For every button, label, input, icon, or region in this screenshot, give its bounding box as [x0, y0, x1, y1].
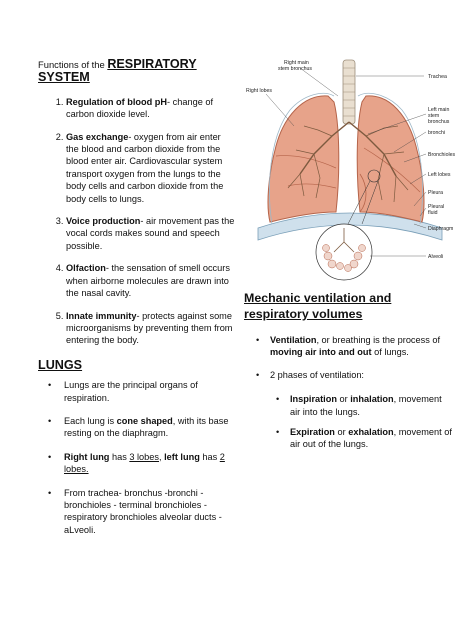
lungs-heading: LUNGS: [38, 357, 83, 372]
label-pleural: Pleural: [428, 204, 445, 210]
list-item: • Lungs are the principal organs of respiration.: [48, 379, 236, 404]
functions-list: [38, 96, 236, 347]
mechanic-list: [244, 334, 452, 451]
label-alveoli: Alveoli: [428, 254, 444, 260]
label-stem: stem: [428, 113, 440, 119]
label-bronchioles: Bronchioles: [428, 152, 456, 158]
lungs-illustration: [244, 56, 458, 282]
list-item: 1. Regulation of blood pH- change of carbon dioxide level.: [66, 96, 236, 121]
label-right-main: Right main: [284, 60, 309, 66]
label-left-lobes: Left lobes: [428, 172, 451, 178]
list-item: • Inspiration or inhalation, movement air into the lungs.: [276, 393, 452, 418]
right-column: [244, 290, 452, 461]
title-prefix: Functions of the: [38, 59, 108, 70]
title-word-system: SYSTEM: [38, 70, 90, 85]
list-item: • Right lung has 3 lobes, left lung has 2 lobes.: [48, 451, 236, 476]
mechanic-heading: Mechanic ventilation and respiratory volumes: [244, 291, 392, 321]
label-bronchus: bronchus: [428, 119, 450, 125]
label-stem-bronchus: stem bronchus: [278, 66, 313, 72]
left-lung-shape: [357, 96, 424, 222]
list-item: 3. Voice production- air movement pas the vocal cords makes sound and speech possible.: [66, 215, 236, 252]
left-column: [38, 58, 236, 547]
page-title: [38, 58, 236, 84]
title-word-respiratory: RESPIRATORY: [107, 57, 197, 71]
label-pleura: Pleura: [428, 190, 443, 196]
list-item: • From trachea- bronchus -bronchi - bronchioles - terminal bronchioles -respiratory bronchioles alveolar ducts - aLveoli.: [48, 487, 236, 537]
right-lung-shape: [268, 96, 339, 222]
label-fluid: fluid: [428, 210, 438, 216]
list-item: • Ventilation, or breathing is the process of moving air into and out of lungs.: [256, 334, 452, 359]
label-trachea: Trachea: [428, 74, 447, 80]
list-item: • 2 phases of ventilation: • Inspiration or inhalation, movement air into the lungs. • Expiration or exhalation, movement of air out of the lungs.: [256, 369, 452, 451]
list-item: 4. Olfaction- the sensation of smell occurs when airborne molecules are drawn into the nasal cavity.: [66, 262, 236, 299]
list-item: 5. Innate immunity- protects against some microorganisms by preventing them from entering the body.: [66, 310, 236, 347]
label-right-lobes: Right lobes: [246, 88, 272, 94]
list-item: • Expiration or exhalation, movement of air out of the lungs.: [276, 426, 452, 451]
label-diaphragm: Diaphragm: [428, 226, 454, 232]
list-item: • Each lung is cone shaped, with its base resting on the diaphragm.: [48, 415, 236, 440]
phases-list: [270, 393, 452, 451]
label-left-main: Left main: [428, 107, 450, 113]
list-item: 2. Gas exchange- oxygen from air enter the blood and carbon dioxide from the blood enter air. Cardiovascular system transport oxygen from the lungs to the body cells and carbon dioxide from the body cells to lungs.: [66, 131, 236, 205]
lungs-list: [38, 379, 236, 536]
label-bronchi: bronchi: [428, 130, 446, 136]
